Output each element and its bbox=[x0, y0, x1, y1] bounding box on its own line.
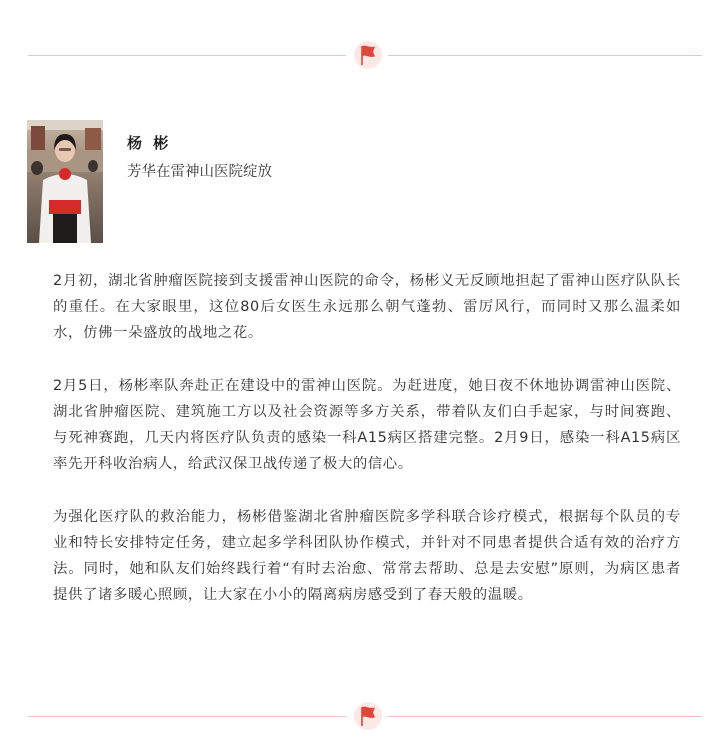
profile-header bbox=[27, 120, 687, 244]
divider-line-right bbox=[388, 55, 702, 56]
profile-name: 杨 彬 bbox=[127, 134, 172, 152]
divider-line-right bbox=[388, 716, 702, 717]
bottom-divider bbox=[0, 697, 727, 737]
profile-photo bbox=[27, 120, 103, 243]
red-flag-icon bbox=[351, 38, 385, 72]
paragraph-2: 2月5日，杨彬率队奔赴正在建设中的雷神山医院。为赶进度，她日夜不休地协调雷神山医院、湖北省肿瘤医院、建筑施工方以及社会资源等多方关系，带着队友们白手起家，与时间赛跑、与死神赛跑，几天内将医疗队负责的感染一科A15病区搭建完整。2月9日，感染一科A15病区率先开科收治病人，给武汉保卫战传递了极大的信心。 bbox=[53, 378, 681, 472]
paragraph-1: 2月初，湖北省肿瘤医院接到支援雷神山医院的命令，杨彬义无反顾地担起了雷神山医疗队队长的重任。在大家眼里，这位80后女医生永远那么朝气蓬勃、雷厉风行，而同时又那么温柔如水，仿佛一朵盛放的战地之花。 bbox=[53, 273, 681, 341]
divider-line-left bbox=[28, 55, 346, 56]
paragraph-3: 为强化医疗队的救治能力，杨彬借鉴湖北省肿瘤医院多学科联合诊疗模式，根据每个队员的专业和特长安排特定任务，建立起多学科团队协作模式，并针对不同患者提供合适有效的治疗方法。同时，她和队友们始终践行着“有时去治愈、常常去帮助、总是去安慰”原则，为病区患者提供了诸多暖心照顾，让大家在小小的隔离病房感受到了春天般的温暖。 bbox=[53, 509, 681, 603]
red-flag-icon bbox=[351, 699, 385, 733]
divider-line-left bbox=[28, 716, 346, 717]
article-body bbox=[53, 268, 681, 635]
profile-subtitle: 芳华在雷神山医院绽放 bbox=[127, 164, 272, 180]
top-divider bbox=[0, 36, 727, 76]
